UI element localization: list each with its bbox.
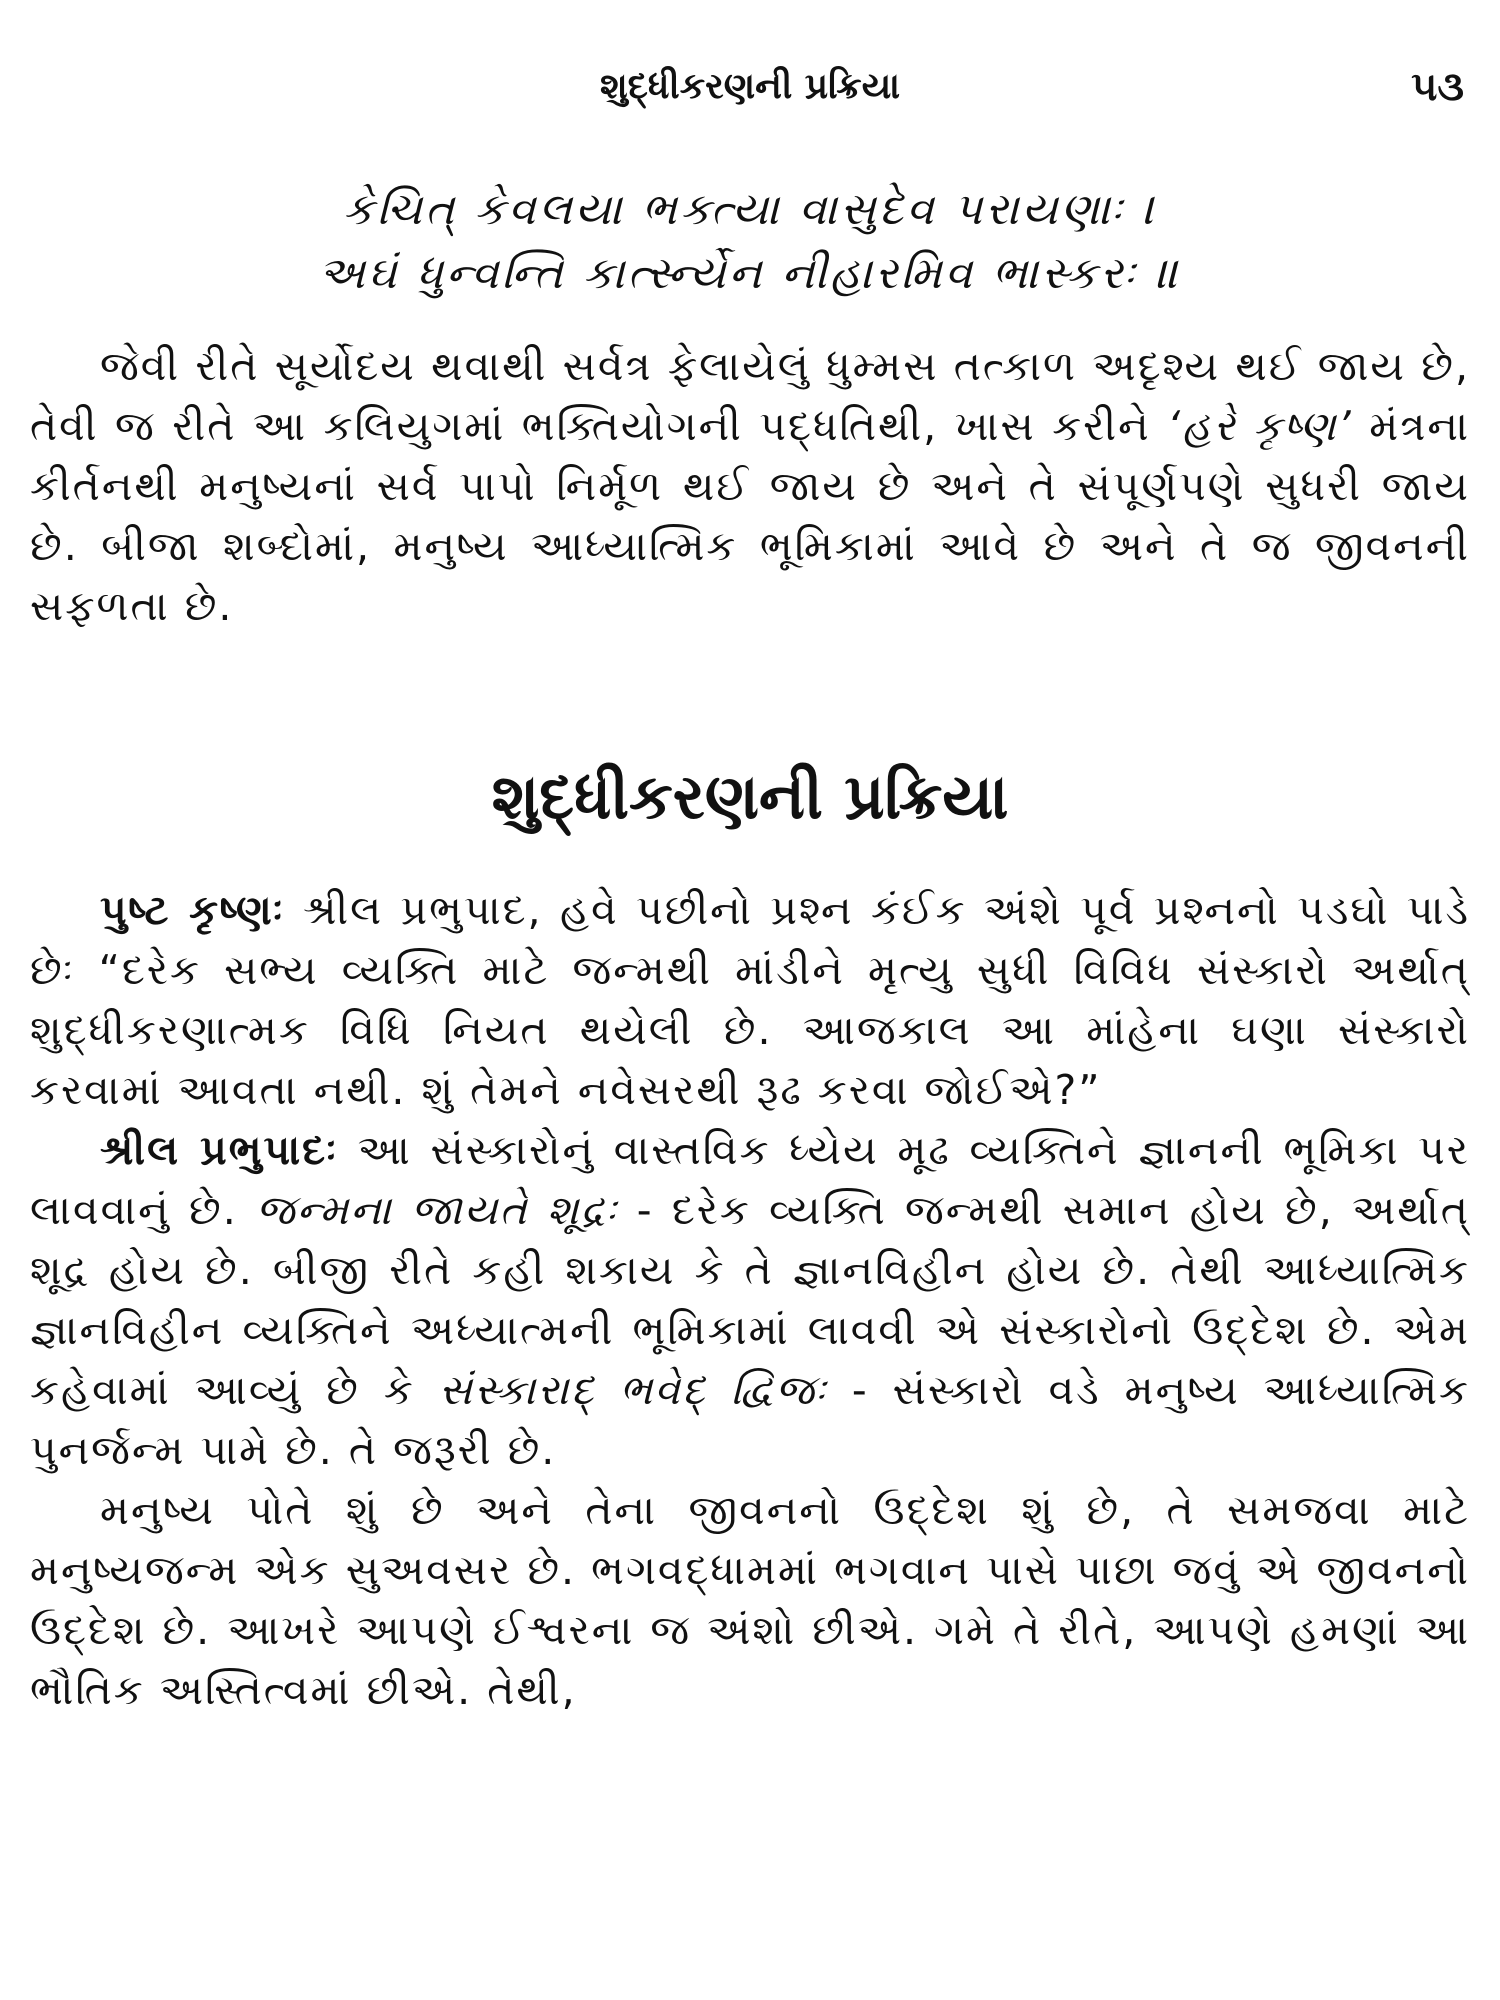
speaker-name: પુષ્ટ કૃષ્ણઃ	[100, 886, 286, 934]
intro-paragraph-block	[30, 336, 1470, 636]
sanskrit-quote: સંસ્કારાદ્ ભવેદ્ દ્વિજઃ	[438, 1366, 828, 1414]
book-page	[30, 40, 1470, 1980]
question-paragraph	[30, 880, 1470, 1120]
answer-text-a: આ સંસ્કારોનું વાસ્તવિક ધ્યેય મૂઢ વ્યક્તિને જ્ઞાનની ભૂમિકા પર લાવવાનું છે.	[30, 1126, 1470, 1234]
answer-text-c: - સંસ્કારો વડે મનુષ્ય આધ્યાત્મિક પુનર્જન્મ પામે છે. તે જરૂરી છે.	[30, 1366, 1470, 1474]
verse-line-1: કેચિત્ કેવલયા ભક્ત્યા વાસુદેવ પરાયણાઃ ।	[342, 184, 1158, 235]
section-heading: શુદ્ધીકરણની પ્રક્રિયા	[491, 760, 1009, 833]
intro-text-a: જેવી રીતે સૂર્યોદય થવાથી સર્વત્ર ફેલાયેલું ધુમ્મસ તત્કાળ અદૃશ્ય થઈ જાય છે, તેવી જ રીતે આ કલિયુગમાં ભક્તિયોગની પદ્ધતિથી, ખાસ કરીને	[30, 342, 1470, 450]
body-paragraph: મનુષ્ય પોતે શું છે અને તેના જીવનનો ઉદ્દેશ શું છે, તે સમજવા માટે મનુષ્યજન્મ એક સુઅવસર છે. ભગવદ્ધામમાં ભગવાન પાસે પાછા જવું એ જીવનનો ઉદ્દેશ છે. આખરે આપણે ઈશ્વરના જ અંશો છીએ. ગમે તે રીતે, આપણે હમણાં આ ભૌતિક અસ્તિત્વમાં છીએ. તેથી,	[30, 1486, 1470, 1714]
mantra-name: ‘હરે કૃષ્ણ’	[1167, 402, 1353, 450]
running-header	[30, 60, 1470, 120]
running-title: શુદ્ધીકરણની પ્રક્રિયા	[599, 66, 901, 107]
page-number: ૫૩	[1411, 64, 1464, 110]
answer-text-b: - દરેક વ્યક્તિ જન્મથી સમાન હોય છે, અર્થાત્ શૂદ્ર હોય છે. બીજી રીતે કહી શકાય કે તે જ્ઞાનવિહીન હોય છે. તેથી આધ્યાત્મિક જ્ઞાનવિહીન વ્યક્તિને અધ્યાત્મની ભૂમિકામાં લાવવી એ સંસ્કારોનો ઉદ્દેશ છે. એમ કહેવામાં આવ્યું છે કે	[30, 1186, 1470, 1414]
sanskrit-verse	[30, 178, 1470, 306]
section-body	[30, 880, 1470, 1720]
verse-line-2: અઘં ધુન્વન્તિ કાર્ત્સ્ન્યેન નીહારમિવ ભાસ્કરઃ ॥	[318, 248, 1182, 299]
question-text: શ્રીલ પ્રભુપાદ, હવે પછીનો પ્રશ્ન કંઈક અંશે પૂર્વ પ્રશ્નનો પડઘો પાડે છેઃ “દરેક સભ્ય વ્યક્તિ માટે જન્મથી માંડીને મૃત્યુ સુધી વિવિધ સંસ્કારો અર્થાત્ શુદ્ધીકરણાત્મક વિધિ નિયત થયેલી છે. આજકાલ આ માંહેના ઘણા સંસ્કારો કરવામાં આવતા નથી. શું તેમને નવેસરથી રૂઢ કરવા જોઈએ?”	[30, 886, 1470, 1114]
sanskrit-quote: જન્મના જાયતે શૂદ્રઃ	[256, 1186, 619, 1234]
intro-paragraph	[30, 336, 1470, 636]
answer-paragraph	[30, 1120, 1470, 1480]
intro-text-b: મંત્રના કીર્તનથી મનુષ્યનાં સર્વ પાપો નિર્મૂળ થઈ જાય છે અને તે સંપૂર્ણપણે સુધરી જાય છે. બીજા શબ્દોમાં, મનુષ્ય આધ્યાત્મિક ભૂમિકામાં આવે છે અને તે જ જીવનની સફળતા છે.	[30, 402, 1470, 630]
speaker-name: શ્રીલ પ્રભુપાદઃ	[100, 1126, 339, 1174]
